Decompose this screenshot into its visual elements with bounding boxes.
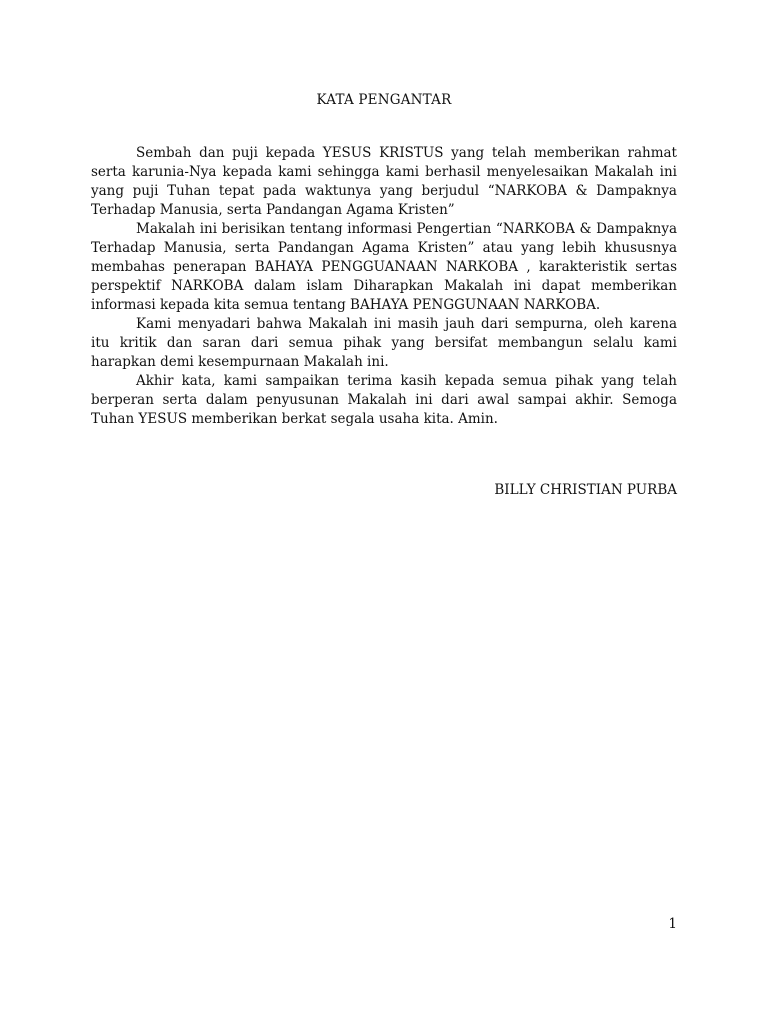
paragraph-4: Akhir kata, kami sampaikan terima kasih kepada semua pihak yang telah berperan serta dalam penyusunan Makalah ini dari awal sampai akhir. Semoga Tuhan YESUS memberikan berkat segala usaha kita. Amin. (91, 373, 677, 427)
paragraph-2: Makalah ini berisikan tentang informasi Pengertian “NARKOBA & Dampaknya Terhadap Manusia, serta Pandangan Agama Kristen” atau yang lebih khususnya membahas penerapan BAHAYA PENGGUANAAN NARKOBA , karakteristik sertas perspektif NARKOBA dalam islam Diharapkan Makalah ini dapat memberikan informasi kepada kita semua tentang BAHAYA PENGGUNAAN NARKOBA. (91, 221, 677, 313)
page-number: 1 (668, 916, 677, 932)
paragraph-1: Sembah dan puji kepada YESUS KRISTUS yang telah memberikan rahmat serta karunia-Nya kepada kami sehingga kami berhasil menyelesaikan Makalah ini yang puji Tuhan tepat pada waktunya yang berjudul “NARKOBA & Dampaknya Terhadap Manusia, serta Pandangan Agama Kristen” (91, 145, 677, 218)
page-title: KATA PENGANTAR (316, 92, 452, 108)
paragraph-3: Kami menyadari bahwa Makalah ini masih jauh dari sempurna, oleh karena itu kritik dan saran dari semua pihak yang bersifat membangun selalu kami harapkan demi kesempurnaan Makalah ini. (91, 316, 677, 370)
body-text (91, 144, 677, 429)
author-signature: BILLY CHRISTIAN PURBA (494, 482, 677, 498)
